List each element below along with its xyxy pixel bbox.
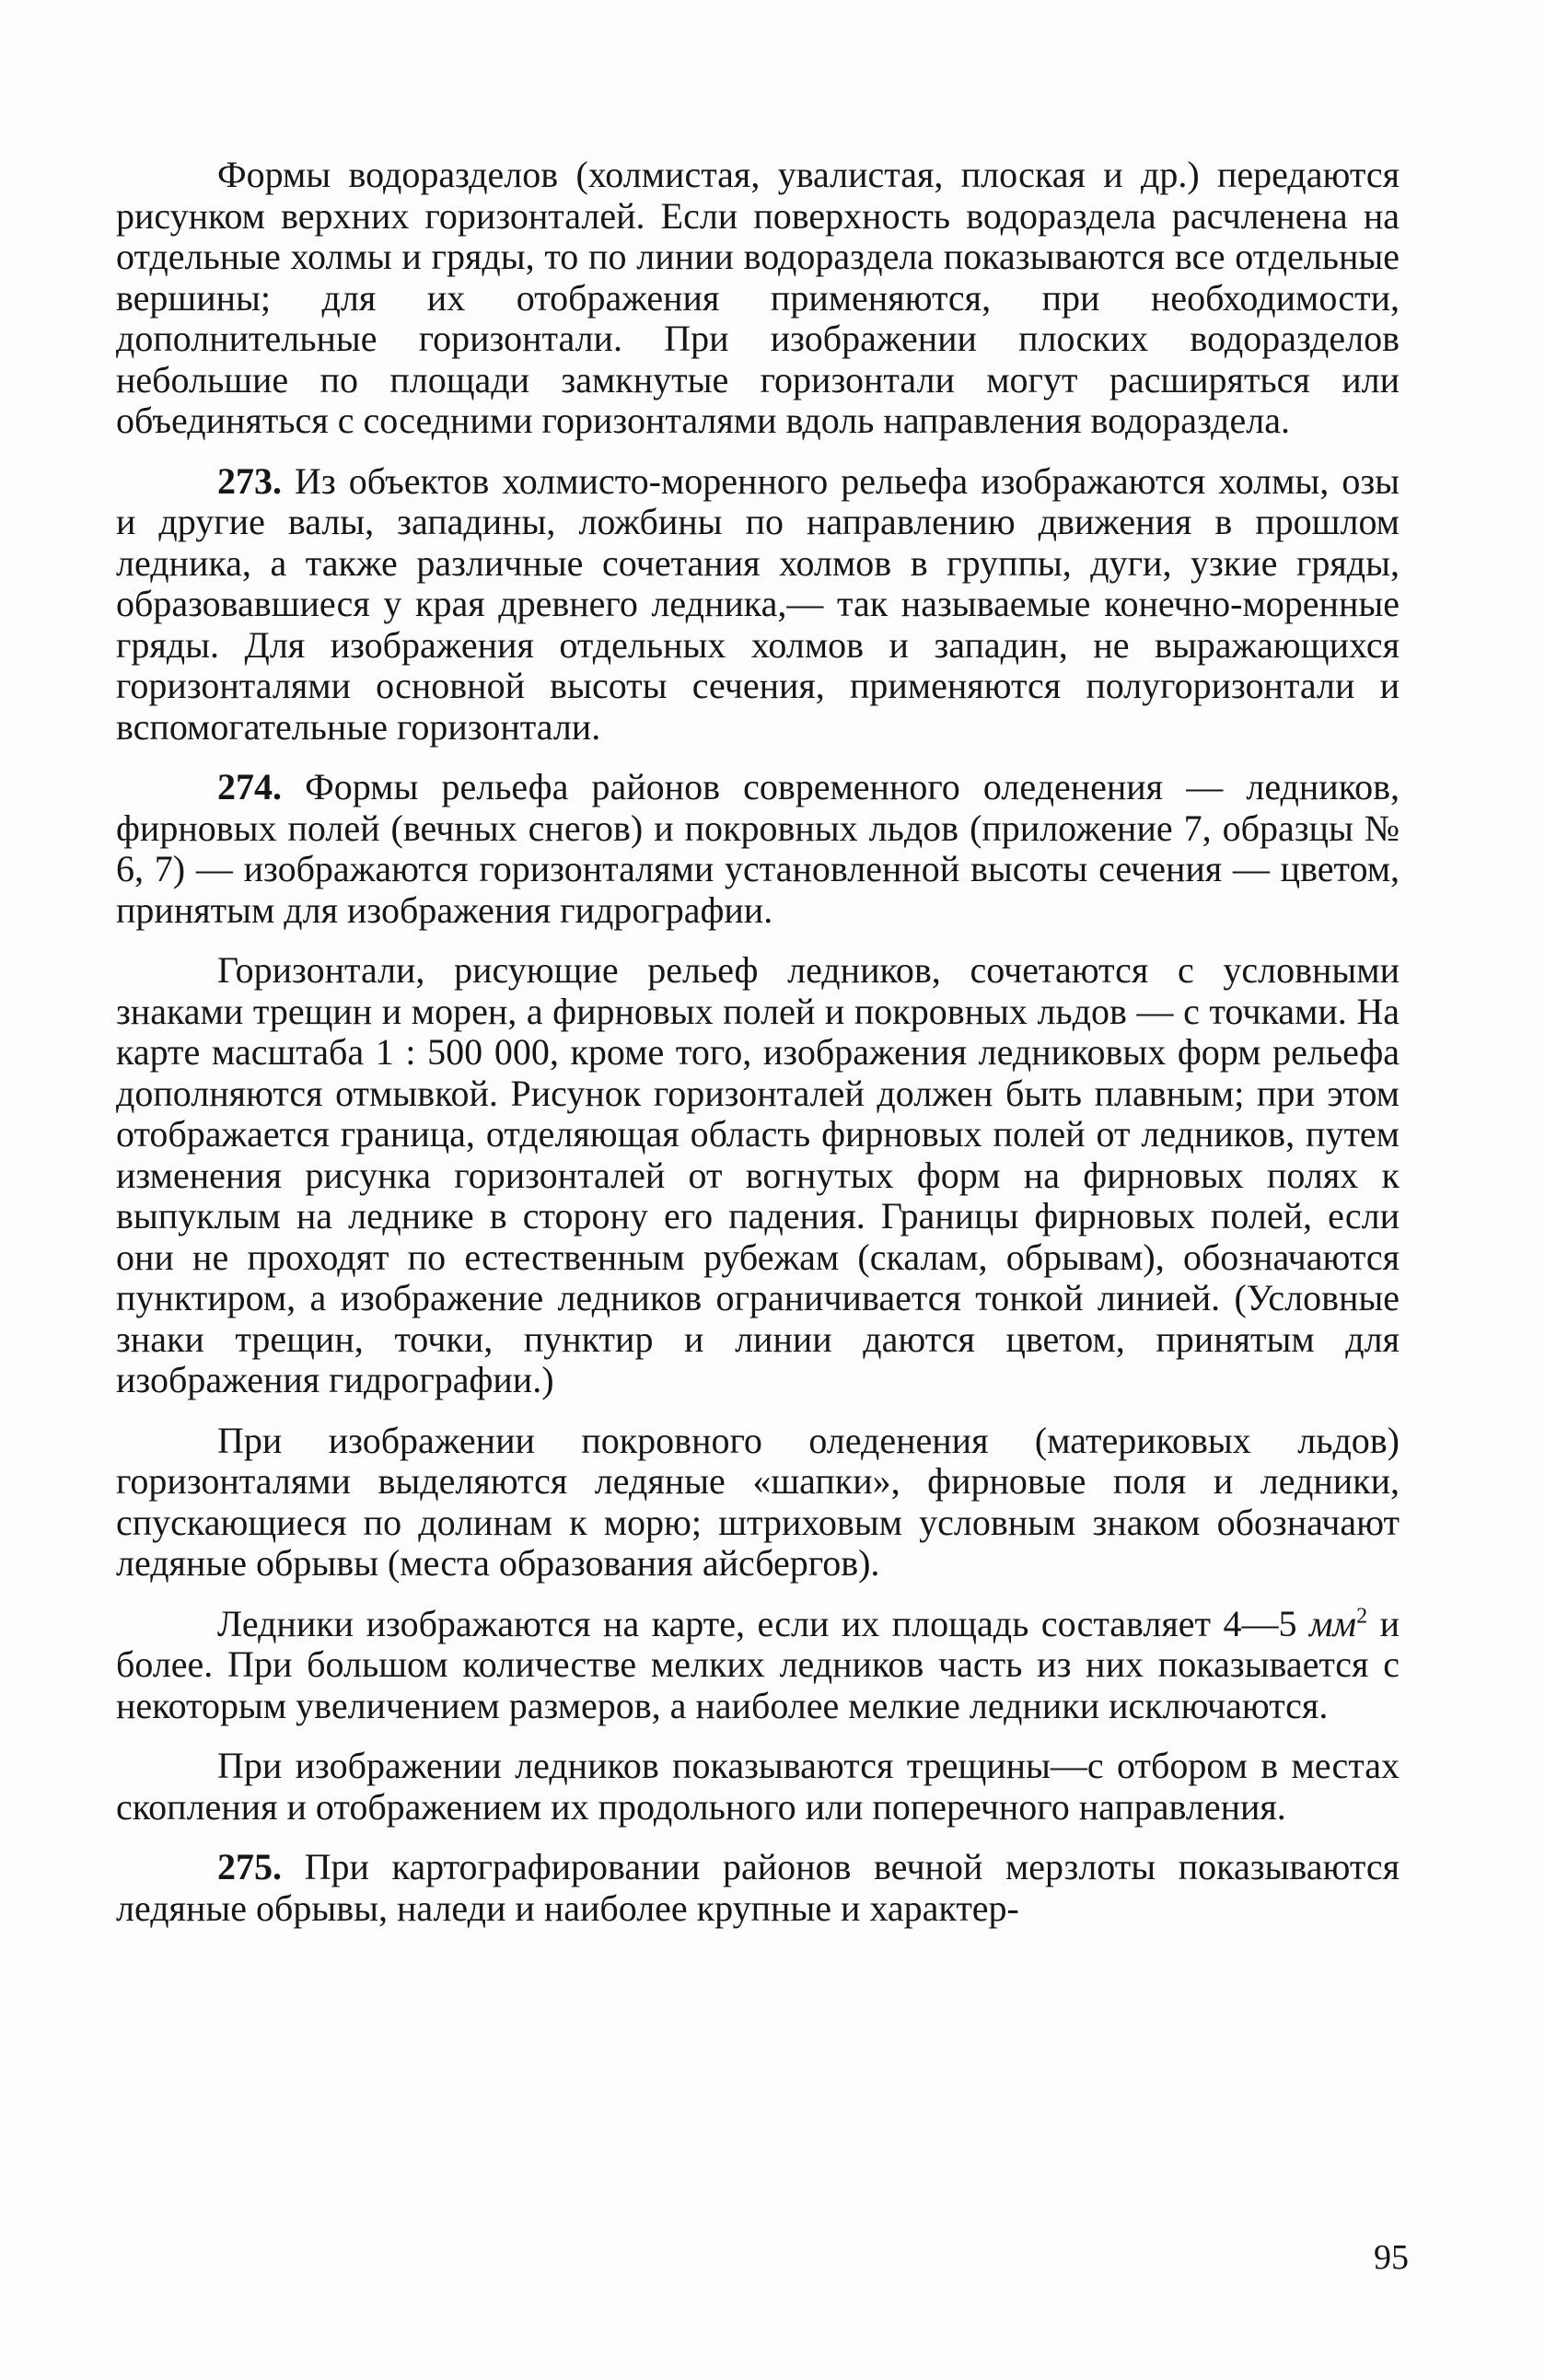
paragraph-273 bbox=[116, 461, 1400, 749]
paragraph-ice-sheet bbox=[116, 1421, 1400, 1585]
paragraph-text: При картографировании районов вечной мерзлоты показываются ледяные обрывы, наледи и наиболее крупные и характер- bbox=[116, 1846, 1400, 1929]
paragraph-text-after: и более. При большом количестве мелких ледников часть из них показывается с некоторым увеличением размеров, а наиболее мелкие ледники исключаются. bbox=[116, 1602, 1400, 1726]
area-unit: мм bbox=[1309, 1602, 1357, 1644]
section-number: 274. bbox=[217, 766, 282, 807]
paragraph-glacier-contours bbox=[116, 950, 1400, 1401]
paragraph-text: При изображении ледников показываются трещины—с отбором в местах скопления и отображением их продольного или поперечного направления. bbox=[116, 1745, 1400, 1828]
paragraph-text: Формы рельефа районов современного оледенения — ледников, фирновых полей (вечных снегов) и покровных льдов (приложение 7, образцы № 6, 7) — изображаются горизонталями установленной высоты сечения — цветом, принятым для изображения гидрографии. bbox=[116, 766, 1400, 931]
paragraph-275 bbox=[116, 1847, 1400, 1929]
section-number: 275. bbox=[217, 1846, 282, 1887]
paragraph-glacier-size bbox=[116, 1604, 1400, 1727]
paragraph-text: Из объектов холмисто-моренного рельефа изображаются холмы, озы и другие валы, западины, ложбины по направлению движения в прошлом ледника, а также различные сочетания холмов в группы, дуги, узкие гряды, образовавшиеся у края древнего ледника,— так называемые конечно-моренные гряды. Для изображения отдельных холмов и западин, не выражающихся горизонталями основной высоты сечения, применяются полугоризонтали и вспомогательные горизонтали. bbox=[116, 459, 1400, 748]
section-number: 273. bbox=[217, 459, 282, 502]
paragraph-text: При изображении покровного оледенения (материковых льдов) горизонталями выделяются ледяные «шапки», фирновые поля и ледники, спускающиеся по долинам к морю; штриховым условным знаком обозначают ледяные обрывы (места образования айсбергов). bbox=[116, 1419, 1400, 1584]
paragraph-text: Горизонтали, рисующие рельеф ледников, сочетаются с условными знаками трещин и морен, а фирновых полей и покровных льдов — с точками. На карте масштаба 1 : 500 000, кроме того, изображения ледниковых форм рельефа дополняются отмывкой. Рисунок горизонталей должен быть плавным; при этом отображается граница, отделяющая область фирновых полей от ледников, путем изменения рисунка горизонталей от вогнутых форм на фирновых полях к выпуклым на леднике в сторону его падения. Границы фирновых полей, если они не проходят по естественным рубежам (скалам, обрывам), обозначаются пунктиром, а изображение ледников ограничивается тонкой линией. (Условные знаки трещин, точки, пунктир и линии даются цветом, принятым для изображения гидрографии.) bbox=[116, 949, 1400, 1400]
paragraph-watershed-forms bbox=[116, 155, 1400, 442]
paragraph-crevasses bbox=[116, 1746, 1400, 1828]
body-text bbox=[116, 155, 1400, 1929]
paragraph-text-before: Ледники изображаются на карте, если их площадь составляет 4—5 bbox=[217, 1602, 1310, 1644]
paragraph-text: Формы водоразделов (холмистая, увалистая, плоская и др.) передаются рисунком верхних горизонталей. Если поверхность водораздела расчленена на отдельные холмы и гряды, то по линии водораздела показываются все отдельные вершины; для их отображения применяются, при необходимости, дополнительные горизонтали. При изображении плоских водоразделов небольшие по площади замкнутые горизонтали могут расширяться или объединяться с соседними горизонталями вдоль направления водораздела. bbox=[116, 154, 1400, 441]
paragraph-274 bbox=[116, 767, 1400, 931]
page-number: 95 bbox=[1374, 2238, 1409, 2277]
area-unit-exponent: 2 bbox=[1356, 1604, 1368, 1629]
